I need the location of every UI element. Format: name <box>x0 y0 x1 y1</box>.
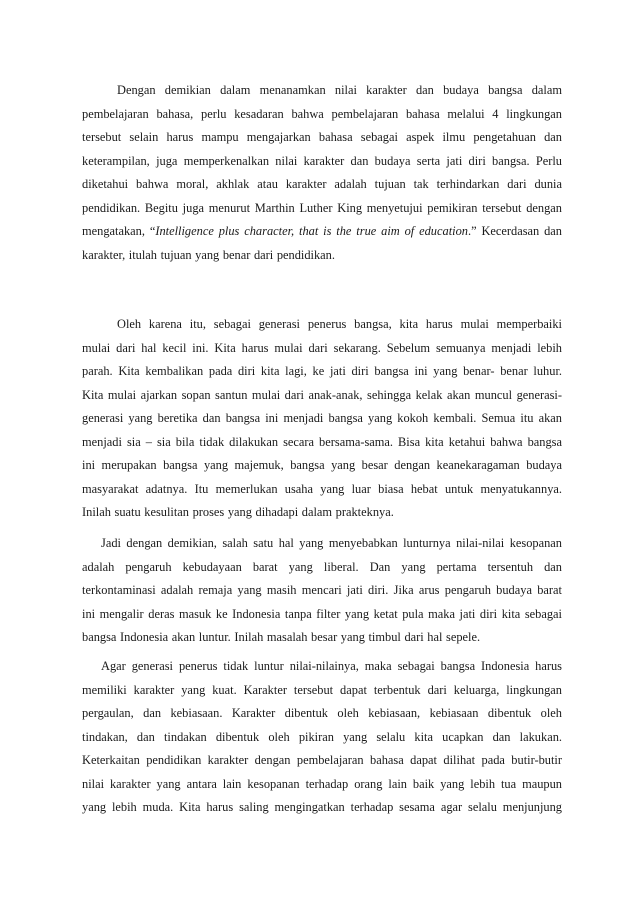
text-line: pergaulan, dan kebiasaan. Karakter dibentuk oleh kebiasaan, kebiasaan dibentuk oleh <box>82 706 562 720</box>
text-line: ini merupakan bangsa yang majemuk, bangsa yang besar dengan keanekaragaman budaya <box>82 458 562 472</box>
text-line: Keterkaitan pendidikan karakter dengan pembelajaran bahasa dapat dilihat pada butir-butir <box>82 753 562 767</box>
quote-line <box>82 220 562 244</box>
text-line: mulai dari hal kecil ini. Kita harus mulai dari sekarang. Sebelum semuanya menjadi lebih <box>82 340 562 355</box>
text-line: parah. Kita kembalikan pada diri kita lagi, ke jati diri bangsa ini yang benar- benar luhur. <box>82 364 562 378</box>
text-line: tersebut selain harus mampu mengajarkan bahasa sebagai aspek ilmu pengetahuan dan <box>82 130 562 144</box>
text-line: masyarakat adatnya. Itu memerlukan usaha yang luar biasa hebat untuk menyatukannya. <box>82 481 562 496</box>
quote-lead-text: mengatakan, “ <box>82 224 156 238</box>
quote-trail-text: .” Kecerdasan dan <box>467 224 563 238</box>
text-line: karakter, itulah tujuan yang benar dari pendidikan. <box>82 247 335 262</box>
quote-text: Intelligence plus character, that is the true aim of education <box>155 224 468 238</box>
text-line: diketahui bahwa moral, akhlak atau karakter adalah tujuan tak terhindarkan dari dunia <box>82 177 562 191</box>
text-line: pendidikan. Begitu juga menurut Marthin Luther King menyetujui pemikiran tersebut dengan <box>82 200 562 215</box>
text-line: Inilah suatu kesulitan proses yang dihadapi dalam prakteknya. <box>82 505 394 519</box>
paragraph-3 <box>82 532 562 650</box>
text-line: Jadi dengan demikian, salah satu hal yang menyebabkan lunturnya nilai-nilai kesopanan <box>101 536 562 550</box>
text-line: yang lebih muda. Kita harus saling mengingatkan terhadap sesama agar selalu menjunjung <box>82 800 562 814</box>
text-line: terkontaminasi adalah remaja yang masih mencari jati diri. Jika arus pengaruh budaya barat <box>82 583 562 597</box>
text-line: tindakan, dan tindakan dibentuk oleh pikiran yang selalu kita ucapkan dan lakukan. <box>82 729 562 744</box>
text-line: generasi yang beretika dan bangsa ini menjadi bangsa yang kokoh kembali. Semua itu akan <box>82 411 562 425</box>
text-line: memiliki karakter yang kuat. Karakter tersebut dapat terbentuk dari keluarga, lingkungan <box>82 682 562 697</box>
paragraph-1 <box>82 79 562 267</box>
text-line: nilai karakter yang antara lain kesopanan terhadap orang lain baik yang lebih tua maupun <box>82 776 562 791</box>
text-line: keterampilan, juga memperkenalkan nilai karakter dan budaya serta jati diri bangsa. Perlu <box>82 153 562 168</box>
text-line: bangsa Indonesia akan luntur. Inilah masalah besar yang timbul dari hal sepele. <box>82 630 481 644</box>
text-line: pembelajaran bahasa, perlu kesadaran bahwa pembelajaran bahasa melalui 4 lingkungan <box>82 106 562 121</box>
text-line: Oleh karena itu, sebagai generasi penerus bangsa, kita harus mulai memperbaiki <box>117 317 562 331</box>
text-line: Agar generasi penerus tidak luntur nilai-nilainya, maka sebagai bangsa Indonesia harus <box>101 659 562 673</box>
text-line: Kita mulai ajarkan sopan santun mulai dari anak-anak, sehingga kelak akan muncul generasi- <box>82 387 562 402</box>
paragraph-2 <box>82 313 562 525</box>
text-line: adalah pengaruh kebudayaan barat yang liberal. Dan yang pertama tersentuh dan <box>82 559 562 574</box>
text-line: Dengan demikian dalam menanamkan nilai karakter dan budaya bangsa dalam <box>117 83 562 97</box>
text-line: menjadi sia – sia bila tidak dilakukan secara bersama-sama. Bisa kita ketahui bahwa bangsa <box>82 434 562 449</box>
paragraph-4 <box>82 655 562 820</box>
text-line: ini mengalir deras masuk ke Indonesia tanpa filter yang ketat pula maka jati diri kita sebagai <box>82 606 562 621</box>
